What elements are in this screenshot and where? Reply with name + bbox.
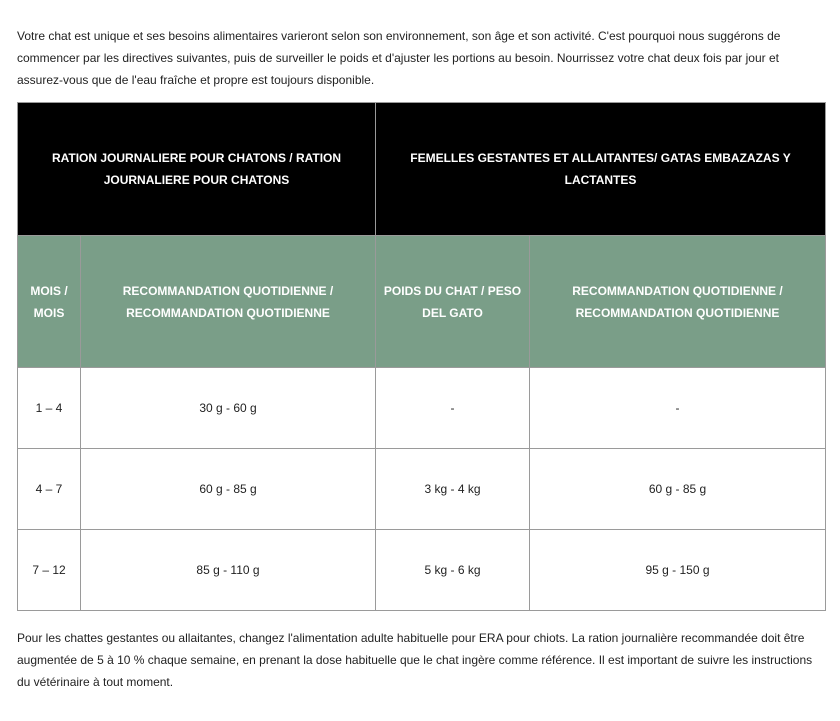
table-row — [18, 449, 826, 530]
group-header-row — [18, 103, 826, 236]
month-cell: 7 – 12 — [18, 530, 81, 611]
weight-cell: 5 kg - 6 kg — [376, 530, 530, 611]
column-header-row — [18, 236, 826, 368]
month-column-header: MOIS / MOIS — [18, 236, 81, 368]
table-row — [18, 368, 826, 449]
weight-cell: 3 kg - 4 kg — [376, 449, 530, 530]
female-daily-recommendation-header: RECOMMANDATION QUOTIDIENNE / RECOMMANDATION QUOTIDIENNE — [530, 236, 826, 368]
kitten-ration-cell: 85 g - 110 g — [81, 530, 376, 611]
female-ration-cell: 60 g - 85 g — [530, 449, 826, 530]
female-ration-cell: - — [530, 368, 826, 449]
kitten-ration-cell: 60 g - 85 g — [81, 449, 376, 530]
kittens-group-header: RATION JOURNALIERE POUR CHATONS / RATION JOURNALIERE POUR CHATONS — [18, 103, 376, 236]
table-row — [18, 530, 826, 611]
pregnant-females-group-header: FEMELLES GESTANTES ET ALLAITANTES/ GATAS EMBAZAZAS Y LACTANTES — [376, 103, 826, 236]
intro-paragraph: Votre chat est unique et ses besoins alimentaires varieront selon son environnement, son âge et son activité. C'est pourquoi nous suggérons de commencer par les directives suivantes, puis de surveiller le poids et d'ajuster les portions au besoin. Nourrissez votre chat deux fois par jour et assurez-vous que de l'eau fraîche et propre est toujours disponible. — [17, 29, 781, 87]
cat-weight-column-header: POIDS DU CHAT / PESO DEL GATO — [376, 236, 530, 368]
outro-paragraph: Pour les chattes gestantes ou allaitantes, changez l'alimentation adulte habituelle pour ERA pour chiots. La ration journalière recommandée doit être augmentée de 5 à 10 % chaque semaine, en prenant la dose habituelle que le chat ingère comme référence. Il est important de suivre les instructions du vétérinaire à tout moment. — [17, 631, 813, 689]
month-cell: 1 – 4 — [18, 368, 81, 449]
kitten-daily-recommendation-header: RECOMMANDATION QUOTIDIENNE / RECOMMANDATION QUOTIDIENNE — [81, 236, 376, 368]
ration-table — [17, 102, 826, 611]
female-ration-cell: 95 g - 150 g — [530, 530, 826, 611]
month-cell: 4 – 7 — [18, 449, 81, 530]
weight-cell: - — [376, 368, 530, 449]
kitten-ration-cell: 30 g - 60 g — [81, 368, 376, 449]
